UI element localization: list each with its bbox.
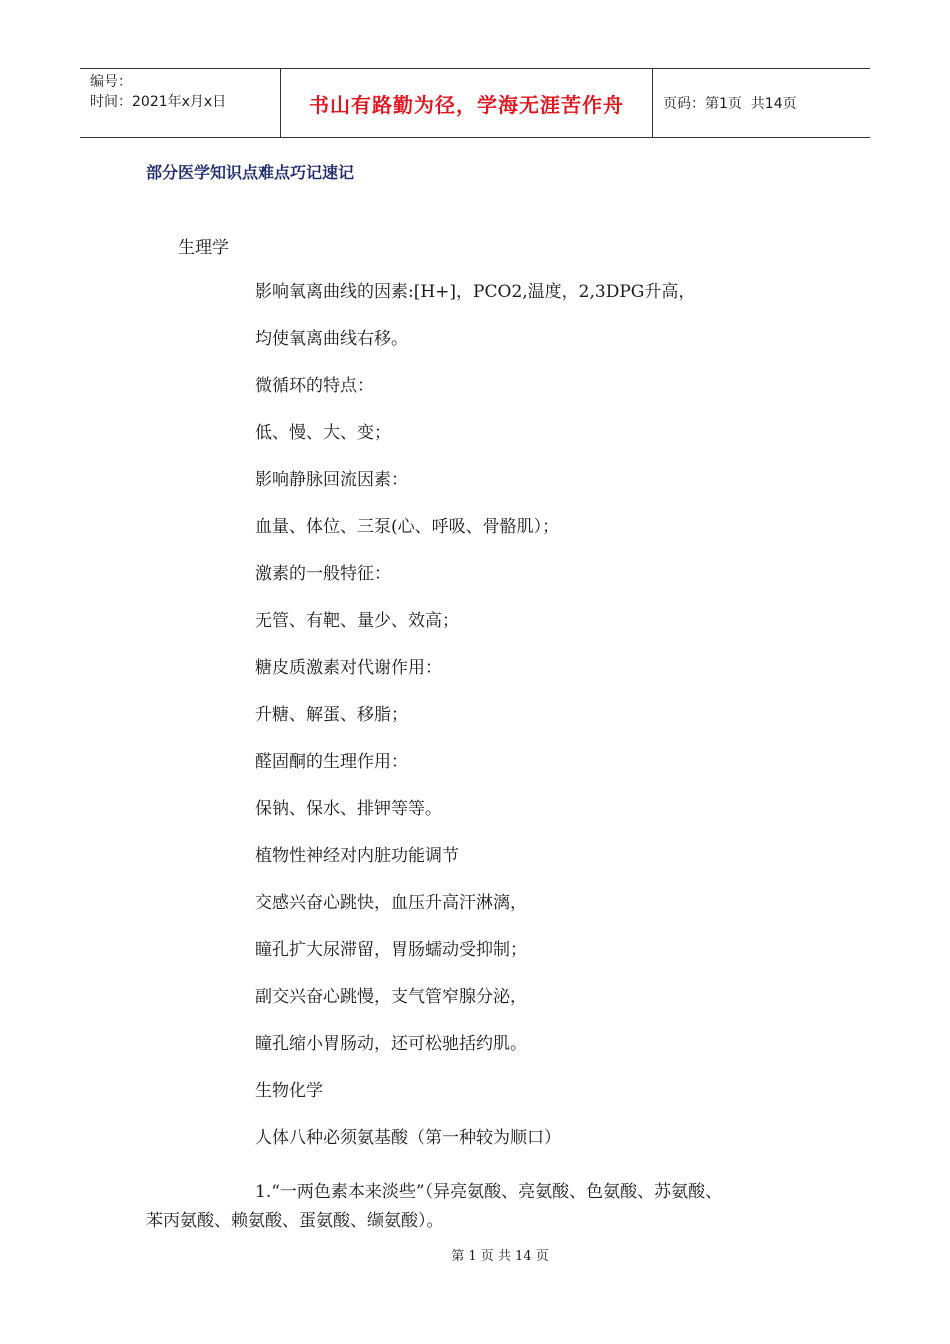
date-label: 时间：2021年x月x日 <box>90 94 227 110</box>
document-header <box>80 68 870 138</box>
content-line: 低、慢、大、变； <box>255 423 391 443</box>
content-line: 激素的一般特征： <box>255 564 391 584</box>
content-line: 瞳孔缩小胃肠动，还可松驰括约肌。 <box>255 1034 527 1054</box>
content-line: 血量、体位、三泵(心、呼吸、骨骼肌）； <box>255 517 560 537</box>
document-title: 部分医学知识点难点巧记速记 <box>146 163 355 182</box>
content-line: 人体八种必须氨基酸（第一种较为顺口） <box>255 1128 561 1148</box>
amino-acid-paragraph <box>146 1178 826 1236</box>
content-line: 微循环的特点： <box>255 376 374 396</box>
content-lines <box>255 280 855 1173</box>
header-motto: 书山有路勤为径，学海无涯苦作舟 <box>281 69 653 137</box>
header-meta-cell <box>80 69 281 137</box>
paragraph-line: 苯丙氨酸、赖氨酸、蛋氨酸、缬氨酸）。 <box>146 1211 444 1231</box>
section-heading: 生理学 <box>178 238 229 258</box>
content-line: 醛固酮的生理作用： <box>255 752 408 772</box>
paragraph-line: 1.“一两色素本来淡些”（异亮氨酸、亮氨酸、色氨酸、苏氨酸、 <box>255 1182 723 1202</box>
content-line: 影响氧离曲线的因素:[H+]，PCO2,温度，2,3DPG升高， <box>255 282 696 302</box>
content-line: 交感兴奋心跳快，血压升高汗淋漓， <box>255 893 527 913</box>
content-line: 保钠、保水、排钾等等。 <box>255 799 442 819</box>
content-line: 均使氧离曲线右移。 <box>255 329 408 349</box>
content-line: 无管、有靶、量少、效高； <box>255 611 459 631</box>
content-line: 影响静脉回流因素： <box>255 470 408 490</box>
page-footer: 第 1 页 共 14 页 <box>451 1249 549 1264</box>
content-line: 升糖、解蛋、移脂； <box>255 705 408 725</box>
content-line: 瞳孔扩大尿滞留，胃肠蠕动受抑制； <box>255 940 527 960</box>
number-label: 编号： <box>90 74 132 90</box>
content-line: 副交兴奋心跳慢，支气管窄腺分泌， <box>255 987 527 1007</box>
content-line: 糖皮质激素对代谢作用： <box>255 658 442 678</box>
content-line: 生物化学 <box>255 1081 323 1101</box>
header-page-cell <box>653 69 870 137</box>
page-info: 页码：第1页 共14页 <box>663 96 797 112</box>
content-line: 植物性神经对内脏功能调节 <box>255 846 459 866</box>
